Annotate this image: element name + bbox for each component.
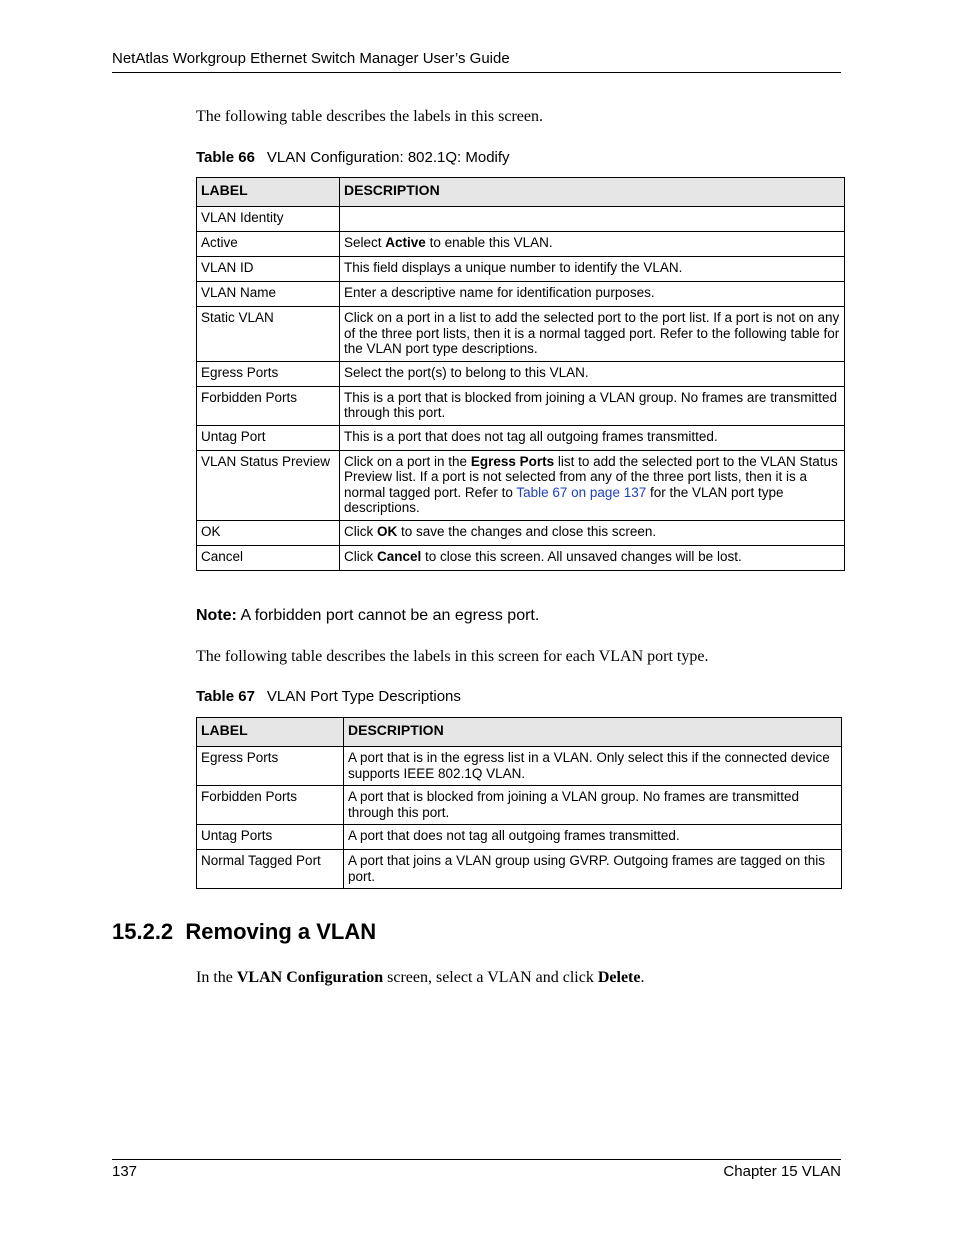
section-paragraph-bold: VLAN Configuration — [236, 969, 384, 986]
table-row — [197, 282, 845, 307]
note — [196, 607, 539, 625]
cell-label: OK — [197, 520, 340, 545]
cross-reference-link[interactable]: Table 67 on page 137 — [516, 484, 647, 500]
cell-label: Cancel — [197, 545, 340, 570]
description-text: for the VLAN port type descriptions. — [344, 484, 784, 515]
cell-label: VLAN Name — [197, 282, 340, 307]
table-row — [197, 207, 845, 232]
table-row — [197, 425, 845, 450]
table66-caption-number: Table 66 — [196, 149, 255, 166]
cell-description: A port that is blocked from joining a VLAN group. No frames are transmitted through this port. — [344, 786, 842, 825]
section-paragraph-text: . — [640, 969, 645, 986]
cell-label: Normal Tagged Port — [197, 850, 344, 889]
cell-description — [340, 207, 845, 232]
table66-caption-text: VLAN Configuration: 802.1Q: Modify — [266, 149, 510, 166]
cell-description: A port that joins a VLAN group using GVRP. Outgoing frames are tagged on this port. — [344, 850, 842, 889]
description-text: This is a port that is blocked from joining a VLAN group. No frames are transmitted through this port. — [344, 389, 837, 420]
cell-label: Egress Ports — [197, 361, 340, 386]
description-bold: OK — [377, 523, 398, 539]
description-bold: Egress Ports — [470, 453, 555, 469]
running-footer — [112, 1159, 841, 1180]
cell-label: VLAN Status Preview — [197, 450, 340, 520]
table67-caption-text: VLAN Port Type Descriptions — [266, 688, 461, 705]
cell-description — [340, 257, 845, 282]
cell-label: Active — [197, 232, 340, 257]
intro-paragraph: The following table describes the labels in this screen. — [196, 108, 544, 125]
description-text: list to add the selected port to the VLAN Status Preview list. If a port is not selected from any of the three port lists, then it is a normal tagged port. Refer to — [344, 453, 838, 500]
cell-label: VLAN Identity — [197, 207, 340, 232]
cell-description: A port that is in the egress list in a VLAN. Only select this if the connected device supports IEEE 802.1Q VLAN. — [344, 747, 842, 786]
description-text: Click — [344, 523, 377, 539]
table-row — [197, 361, 845, 386]
intro-paragraph-2: The following table describes the labels in this screen for each VLAN port type. — [196, 648, 709, 665]
running-header — [112, 50, 841, 73]
table-row — [197, 232, 845, 257]
cell-label: VLAN ID — [197, 257, 340, 282]
description-bold: Active — [385, 235, 426, 250]
section-number: 15.2.2 — [112, 919, 174, 944]
table67-body — [197, 747, 842, 889]
table66 — [196, 177, 845, 571]
description-text: Enter a descriptive name for identification purposes. — [344, 285, 655, 300]
note-label: Note: — [196, 607, 237, 624]
cell-description — [340, 520, 845, 545]
table-row — [197, 386, 845, 425]
table-header-row — [197, 718, 842, 747]
cell-label: Static VLAN — [197, 307, 340, 362]
note-text: A forbidden port cannot be an egress port. — [236, 607, 540, 624]
cell-description — [340, 425, 845, 450]
cell-label: Forbidden Ports — [197, 786, 344, 825]
cell-label: Untag Port — [197, 425, 340, 450]
section-paragraph-text: screen, select a VLAN and click — [383, 969, 598, 986]
cell-description: A port that does not tag all outgoing frames transmitted. — [344, 825, 842, 850]
cell-description — [340, 361, 845, 386]
running-header-title: NetAtlas Workgroup Ethernet Switch Manager User’s Guide — [112, 50, 510, 67]
column-header-description: DESCRIPTION — [340, 178, 845, 207]
cell-label: Forbidden Ports — [197, 386, 340, 425]
cell-description — [340, 450, 845, 520]
table-row — [197, 825, 842, 850]
description-text: This field displays a unique number to identify the VLAN. — [344, 260, 683, 275]
cell-description — [340, 307, 845, 362]
cell-description — [340, 232, 845, 257]
description-text: to save the changes and close this screen. — [397, 523, 657, 539]
cell-label: Egress Ports — [197, 747, 344, 786]
column-header-description: DESCRIPTION — [344, 718, 842, 747]
table66-body — [197, 207, 845, 571]
page-number: 137 — [112, 1163, 138, 1180]
table-row — [197, 545, 845, 570]
table-row — [197, 850, 842, 889]
table67 — [196, 717, 842, 889]
section-paragraph-bold: Delete — [597, 969, 641, 986]
cell-description — [340, 545, 845, 570]
description-bold: Cancel — [377, 548, 422, 564]
section-paragraph-text: In the — [196, 969, 237, 986]
cell-description — [340, 282, 845, 307]
description-text: This is a port that does not tag all outgoing frames transmitted. — [344, 428, 718, 444]
description-text: to close this screen. All unsaved changes will be lost. — [421, 548, 742, 564]
table-row — [197, 257, 845, 282]
cell-description — [340, 386, 845, 425]
cell-label: Untag Ports — [197, 825, 344, 850]
table-row — [197, 786, 842, 825]
description-text: Click on a port in a list to add the selected port to the port list. If a port is not on any of the three port lists, then it is a normal tagged port. Refer to the following table for the VLAN port type descriptions. — [344, 310, 840, 356]
table-row — [197, 747, 842, 786]
table67-caption-number: Table 67 — [196, 688, 255, 705]
table-row — [197, 520, 845, 545]
description-text: Select the port(s) to belong to this VLAN. — [344, 364, 589, 380]
section-heading — [112, 919, 376, 945]
table-row — [197, 450, 845, 520]
table67-caption — [196, 688, 461, 705]
column-header-label: LABEL — [197, 718, 344, 747]
section-paragraph — [196, 969, 644, 987]
description-text: Select — [344, 235, 386, 250]
section-title: Removing a VLAN — [185, 919, 377, 944]
chapter-label: Chapter 15 VLAN — [723, 1163, 841, 1180]
column-header-label: LABEL — [197, 178, 340, 207]
description-text: Click — [344, 548, 377, 564]
table66-caption — [196, 149, 510, 166]
description-text: Click on a port in the — [344, 453, 471, 469]
table-row — [197, 307, 845, 362]
table-header-row — [197, 178, 845, 207]
description-text: to enable this VLAN. — [425, 235, 553, 250]
